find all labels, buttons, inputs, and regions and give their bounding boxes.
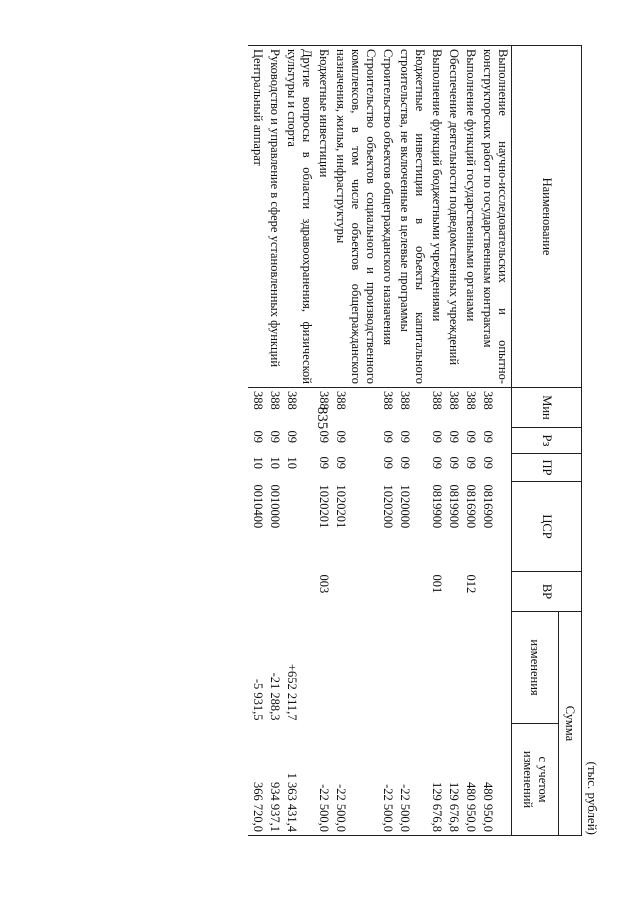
cell-vr <box>445 572 462 612</box>
cell-rz: 09 <box>447 430 461 443</box>
cell-csr: 0010400 <box>251 484 265 529</box>
cell-with-changes: 129 676,8 <box>428 724 445 836</box>
cell-with-changes: -22 500,0 <box>379 724 396 836</box>
cell-name: Выполнение функций бюджетными учреждениями <box>428 46 445 388</box>
cell-name: Строительство объектов социального и производственного комплексов, в том числе объектов общегражданского назначения, жилья, инфраструктуры <box>332 46 379 388</box>
cell-changes: +652 211,7 <box>285 663 299 721</box>
cell-min: 388 <box>447 391 461 410</box>
cell-rz: 09 <box>268 430 282 443</box>
cell-pr: 09 <box>381 456 395 469</box>
cell-min: 388 <box>334 391 348 410</box>
table-row <box>248 46 266 836</box>
cell-changes <box>462 612 479 724</box>
cell-changes <box>315 612 332 724</box>
cell-csr: 0816900 <box>464 484 478 529</box>
cell-pr: 10 <box>285 456 299 469</box>
cell-rz: 09 <box>285 430 299 443</box>
cell-csr: 0010000 <box>268 484 282 529</box>
header-with-changes: с учетом изменений <box>512 724 559 836</box>
cell-name: Руководство и управление в сфере установленных функций <box>266 46 283 388</box>
table-row <box>479 46 512 836</box>
cell-min: 388 <box>398 391 412 410</box>
cell-pr: 09 <box>481 456 495 469</box>
cell-csr: 1020201 <box>317 484 331 529</box>
header-csr: ЦСР <box>512 482 582 572</box>
cell-vr <box>248 572 266 612</box>
cell-min: 388 <box>285 391 299 410</box>
page-number: 835 <box>314 406 330 430</box>
table-row <box>396 46 428 836</box>
cell-with-changes: -22 500,0 <box>315 724 332 836</box>
cell-name: Бюджетные инвестиции <box>315 46 332 388</box>
cell-vr: 003 <box>317 574 331 594</box>
cell-rz: 09 <box>481 430 495 443</box>
header-min: Мин <box>512 388 582 428</box>
cell-min: 388 <box>481 391 495 410</box>
cell-pr: 09 <box>464 456 478 469</box>
cell-csr: 1020201 <box>334 484 348 529</box>
cell-pr: 09 <box>317 456 331 469</box>
cell-csr: 1020200 <box>381 484 395 529</box>
cell-name: Бюджетные инвестиции в объекты капитального строительства, не включенные в целевые программы <box>396 46 428 388</box>
cell-rz: 09 <box>334 430 348 443</box>
header-name: Наименование <box>512 46 582 388</box>
cell-csr: 0819900 <box>430 484 444 529</box>
budget-table <box>248 45 582 836</box>
cell-name: Выполнение функций государственными органами <box>462 46 479 388</box>
cell-vr <box>332 572 379 612</box>
cell-changes <box>479 612 512 724</box>
table-row <box>428 46 445 836</box>
cell-name: Другие вопросы в области здравоохранения, физической культуры и спорта <box>283 46 315 388</box>
cell-with-changes: 934 937,1 <box>266 724 283 836</box>
cell-rz: 09 <box>398 430 412 443</box>
cell-vr <box>379 572 396 612</box>
cell-rz: 09 <box>317 430 331 443</box>
cell-with-changes: 480 950,0 <box>462 724 479 836</box>
cell-min: 388 <box>317 391 331 410</box>
cell-csr: 0816900 <box>481 484 495 529</box>
table-row <box>283 46 315 836</box>
table-row <box>462 46 479 836</box>
cell-with-changes: -22 500,0 <box>332 724 379 836</box>
cell-with-changes: 366 720,0 <box>248 724 266 836</box>
cell-vr <box>396 572 428 612</box>
cell-min: 388 <box>251 391 265 410</box>
table-row <box>445 46 462 836</box>
header-pr: ПР <box>512 454 582 482</box>
cell-vr <box>283 572 315 612</box>
table-row <box>266 46 283 836</box>
header-vr: ВР <box>512 572 582 612</box>
cell-min: 388 <box>381 391 395 410</box>
rotated-table-sheet <box>120 45 600 835</box>
cell-with-changes: -22 500,0 <box>396 724 428 836</box>
cell-min: 388 <box>268 391 282 410</box>
cell-min: 388 <box>430 391 444 410</box>
cell-with-changes: 480 950,0 <box>479 724 512 836</box>
cell-vr: 001 <box>430 574 444 594</box>
cell-changes: -5 931,5 <box>251 678 265 721</box>
cell-name: Обеспечение деятельности подведомственных учреждений <box>445 46 462 388</box>
cell-rz: 09 <box>464 430 478 443</box>
cell-vr: 012 <box>464 574 478 594</box>
table-row <box>332 46 379 836</box>
cell-name: Центральный аппарат <box>248 46 266 388</box>
cell-csr <box>283 482 315 572</box>
cell-pr: 09 <box>430 456 444 469</box>
table-body <box>248 46 512 836</box>
cell-pr: 09 <box>398 456 412 469</box>
header-rz: Рз <box>512 428 582 454</box>
cell-csr: 0819900 <box>447 484 461 529</box>
cell-rz: 09 <box>251 430 265 443</box>
header-sum: Сумма <box>559 612 582 836</box>
table-row <box>379 46 396 836</box>
cell-with-changes: 129 676,8 <box>445 724 462 836</box>
header-changes: изменения <box>512 612 559 724</box>
cell-pr: 09 <box>447 456 461 469</box>
cell-vr <box>266 572 283 612</box>
cell-with-changes: 1 363 431,4 <box>283 724 315 836</box>
cell-pr: 10 <box>251 456 265 469</box>
cell-rz: 09 <box>381 430 395 443</box>
cell-changes <box>445 612 462 724</box>
cell-vr <box>479 572 512 612</box>
cell-min: 388 <box>464 391 478 410</box>
cell-name: Выполнение научно-исследовательских и опытно-конструкторских работ по государственным контрактам <box>479 46 512 388</box>
table-row <box>315 46 332 836</box>
cell-rz: 09 <box>430 430 444 443</box>
cell-changes: -21 288,3 <box>268 672 282 721</box>
cell-changes <box>332 612 379 724</box>
cell-changes <box>379 612 396 724</box>
cell-pr: 10 <box>268 456 282 469</box>
units-note: (тыс. рублей) <box>585 761 600 835</box>
cell-name: Строительство объектов общегражданского назначения <box>379 46 396 388</box>
cell-csr: 1020000 <box>398 484 412 529</box>
cell-pr: 09 <box>334 456 348 469</box>
cell-changes <box>396 612 428 724</box>
cell-changes <box>428 612 445 724</box>
